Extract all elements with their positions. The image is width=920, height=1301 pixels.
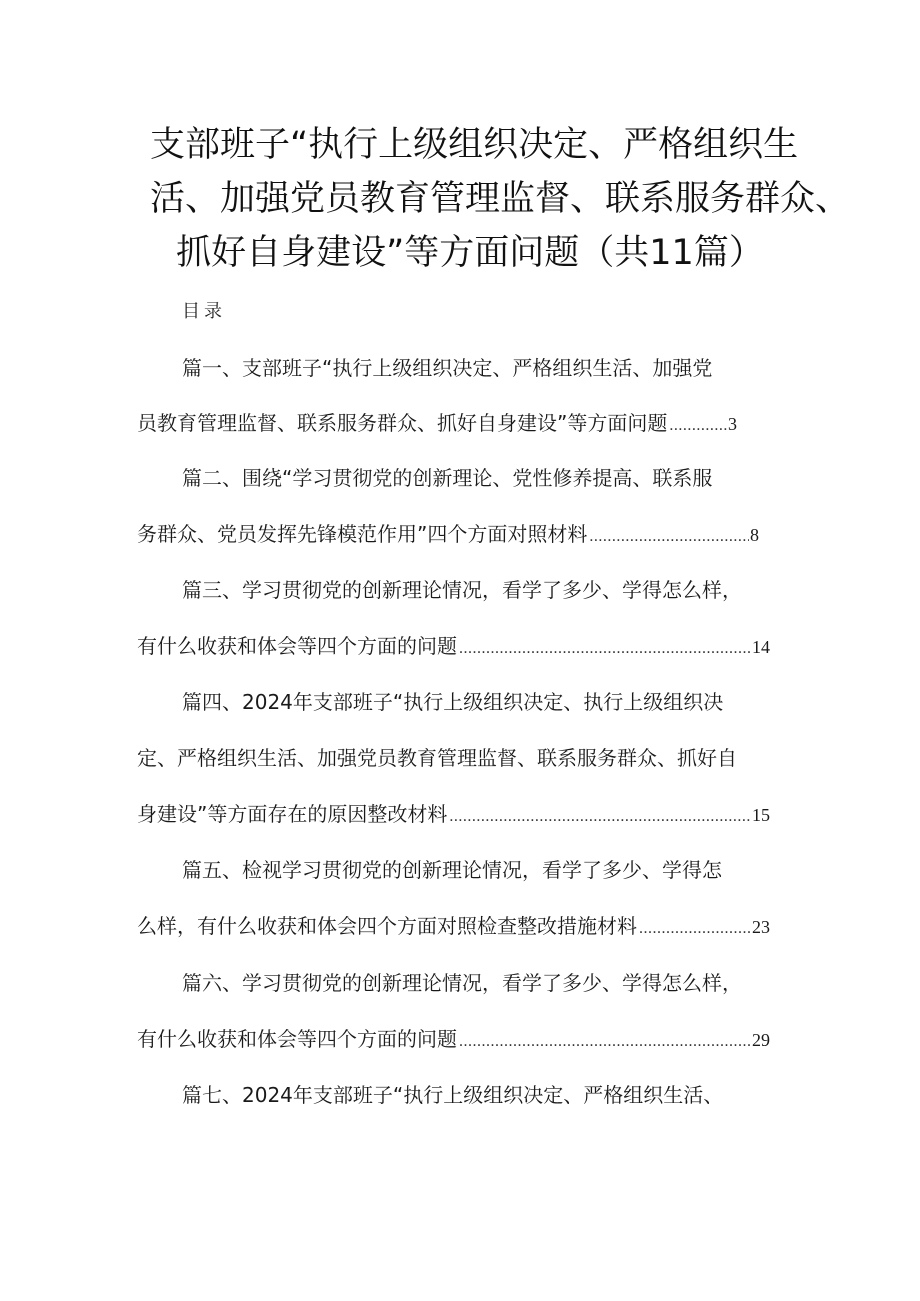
toc-entry-3-last-line: [137, 630, 770, 662]
toc-entry-5-text: 么样，有什么收获和体会四个方面对照检查整改措施材料: [137, 914, 637, 938]
toc-leader-dots: [457, 1026, 751, 1058]
toc-entry-1-text: 员教育管理监督、联系服务群众、抓好自身建设”等方面问题: [137, 411, 668, 435]
toc-entry-2-last-line: [137, 518, 759, 550]
toc-entry-3-text: 有什么收获和体会等四个方面的问题: [137, 634, 457, 658]
toc-entry-1-title: 篇一、支部班子“执行上级组织决定、严格组织生活、加强党: [182, 356, 713, 380]
toc-entry-2-page: 8: [750, 525, 759, 545]
toc-entry-5-last-line: [137, 910, 770, 942]
toc-entry-4-page: 15: [752, 805, 770, 825]
toc-entry-6-title: 篇六、学习贯彻党的创新理论情况，看学了多少、学得怎么样，: [182, 971, 742, 995]
title-line-3: 抓好自身建设”等方面问题（共11篇）: [176, 233, 764, 273]
toc-leader-dots: [637, 913, 751, 945]
toc-entry-2-title: 篇二、围绕“学习贯彻党的创新理论、党性修养提高、联系服: [182, 466, 713, 490]
toc-entry-7-title: 篇七、2024年支部班子“执行上级组织决定、严格组织生活、: [182, 1083, 724, 1107]
toc-entry-2-text: 务群众、党员发挥先锋模范作用”四个方面对照材料: [137, 522, 588, 546]
toc-entry-4-title: 篇四、2024年支部班子“执行上级组织决定、执行上级组织决: [182, 690, 724, 714]
toc-heading: 目录: [182, 301, 226, 322]
toc-entry-1-page: 3: [728, 414, 737, 434]
toc-leader-dots: [587, 521, 749, 553]
toc-entry-4-text: 身建设”等方面存在的原因整改材料: [137, 802, 448, 826]
toc-leader-dots: [447, 801, 751, 833]
toc-entry-5-title: 篇五、检视学习贯彻党的创新理论情况，看学了多少、学得怎: [182, 858, 722, 882]
title-line-1: 支部班子“执行上级组织决定、严格组织生: [150, 125, 799, 165]
toc-entry-6-text: 有什么收获和体会等四个方面的问题: [137, 1027, 457, 1051]
toc-entry-5-page: 23: [752, 917, 770, 937]
toc-entry-4-last-line: [137, 798, 770, 830]
title-line-2: 活、加强党员教育管理监督、联系服务群众、: [150, 179, 851, 219]
toc-leader-dots: [667, 410, 727, 442]
toc-entry-4-continuation: 定、严格组织生活、加强党员教育管理监督、联系服务群众、抓好自: [137, 746, 737, 770]
document-title: [150, 118, 851, 280]
toc-entry-3-title: 篇三、学习贯彻党的创新理论情况，看学了多少、学得怎么样，: [182, 578, 742, 602]
toc-leader-dots: [457, 633, 751, 665]
toc-entry-1-last-line: [137, 407, 737, 439]
toc-entry-3-page: 14: [752, 637, 770, 657]
toc-entry-6-page: 29: [752, 1030, 770, 1050]
toc-entry-6-last-line: [137, 1023, 770, 1055]
